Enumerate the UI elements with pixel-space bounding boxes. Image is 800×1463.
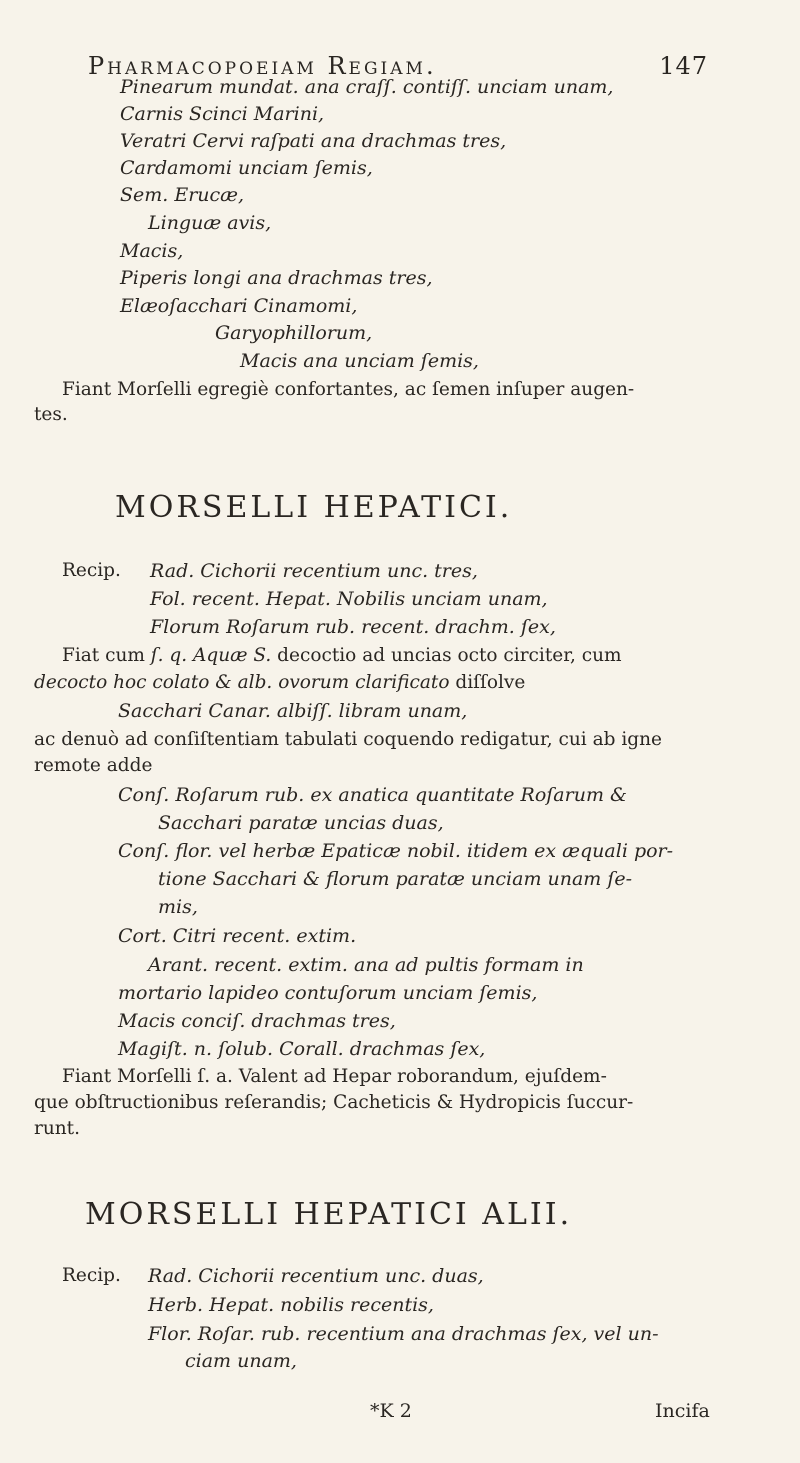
instruction-line [34, 670, 525, 696]
instruction-text: ſ. q. Aquæ S. [150, 645, 272, 666]
recipe-line: Linguæ avis, [148, 212, 272, 234]
instruction-text: decoctio ad uncias octo circiter, cum [271, 645, 622, 666]
recipe-line: Sacchari Canar. albiſſ. libram unam, [118, 700, 468, 722]
recip-label: Recip. [62, 1265, 121, 1286]
recipe-line: Cort. Citri recent. extim. [118, 925, 357, 947]
recipe-line: Piperis longi ana drachmas tres, [120, 267, 433, 289]
recipe-line: Veratri Cervi raſpati ana drachmas tres, [120, 130, 507, 152]
recipe-line: mis, [158, 896, 198, 918]
recipe-line: Elæoſacchari Cinamomi, [120, 295, 358, 317]
running-title: Pharmacopoeiam Regiam. [88, 52, 437, 80]
closing-text: tes. [34, 404, 68, 425]
instruction-text: diſſolve [449, 672, 526, 693]
recipe-line: Cardamomi unciam ſemis, [120, 157, 373, 179]
recipe-line: Sem. Erucæ, [120, 184, 245, 206]
recipe-line: Magiſt. n. ſolub. Corall. drachmas ſex, [118, 1038, 486, 1060]
recipe-line: Macis conciſ. drachmas tres, [118, 1010, 396, 1032]
recipe-line: Macis ana unciam ſemis, [240, 350, 479, 372]
recipe-line: tione Sacchari & florum paratæ unciam unam ſe- [158, 868, 633, 890]
recipe-line: Conſ. flor. vel herbæ Epaticæ nobil. itidem ex æquali por- [118, 840, 674, 862]
page-number: 147 [659, 52, 708, 80]
recipe-line: mortario lapideo contuſorum unciam ſemis, [118, 982, 538, 1004]
recipe-line: Fol. recent. Hepat. Nobilis unciam unam, [150, 588, 548, 610]
closing-text: Fiant Morſelli egregiè confortantes, ac ſemen inſuper augen- [62, 379, 635, 400]
recipe-line: Carnis Scinci Marini, [120, 103, 325, 125]
section-title: MORSELLI HEPATICI. [115, 490, 513, 525]
closing-text: que obſtructionibus reſerandis; Cacheticis & Hydropicis ſuccur- [34, 1092, 634, 1113]
recipe-line: Arant. recent. extim. ana ad pultis formam in [148, 954, 584, 976]
recipe-line: Flor. Roſar. rub. recentium ana drachmas ſex, vel un- [148, 1323, 659, 1345]
recipe-line: Rad. Cichorii recentium unc. tres, [150, 560, 478, 582]
catchword: Incifa [655, 1400, 710, 1422]
recipe-line: Macis, [120, 240, 184, 262]
recip-label: Recip. [62, 560, 121, 581]
instruction-text: Fiat cum [62, 645, 151, 666]
recipe-line: Florum Roſarum rub. recent. drachm. ſex, [150, 616, 556, 638]
recipe-line: ciam unam, [185, 1350, 297, 1372]
closing-text: runt. [34, 1118, 80, 1139]
recipe-line: Conſ. Roſarum rub. ex anatica quantitate Roſarum & [118, 784, 627, 806]
recipe-line: Garyophillorum, [215, 322, 373, 344]
instruction-text: remote adde [34, 755, 153, 776]
closing-text: Fiant Morſelli ſ. a. Valent ad Hepar roborandum, ejuſdem- [62, 1066, 607, 1087]
section-title: MORSELLI HEPATICI ALII. [85, 1197, 573, 1232]
recipe-line: Herb. Hepat. nobilis recentis, [148, 1294, 434, 1316]
instruction-text: ac denuò ad conſiſtentiam tabulati coquendo redigatur, cui ab igne [34, 729, 662, 750]
instruction-line [62, 643, 622, 669]
signature-mark: *K 2 [370, 1400, 412, 1422]
recipe-line: Pinearum mundat. ana craſſ. contiſſ. unciam unam, [120, 76, 614, 98]
instruction-text: decocto hoc colato & alb. ovorum clarificato [34, 672, 450, 693]
recipe-line: Sacchari paratæ uncias duas, [158, 812, 444, 834]
recipe-line: Rad. Cichorii recentium unc. duas, [148, 1265, 484, 1287]
